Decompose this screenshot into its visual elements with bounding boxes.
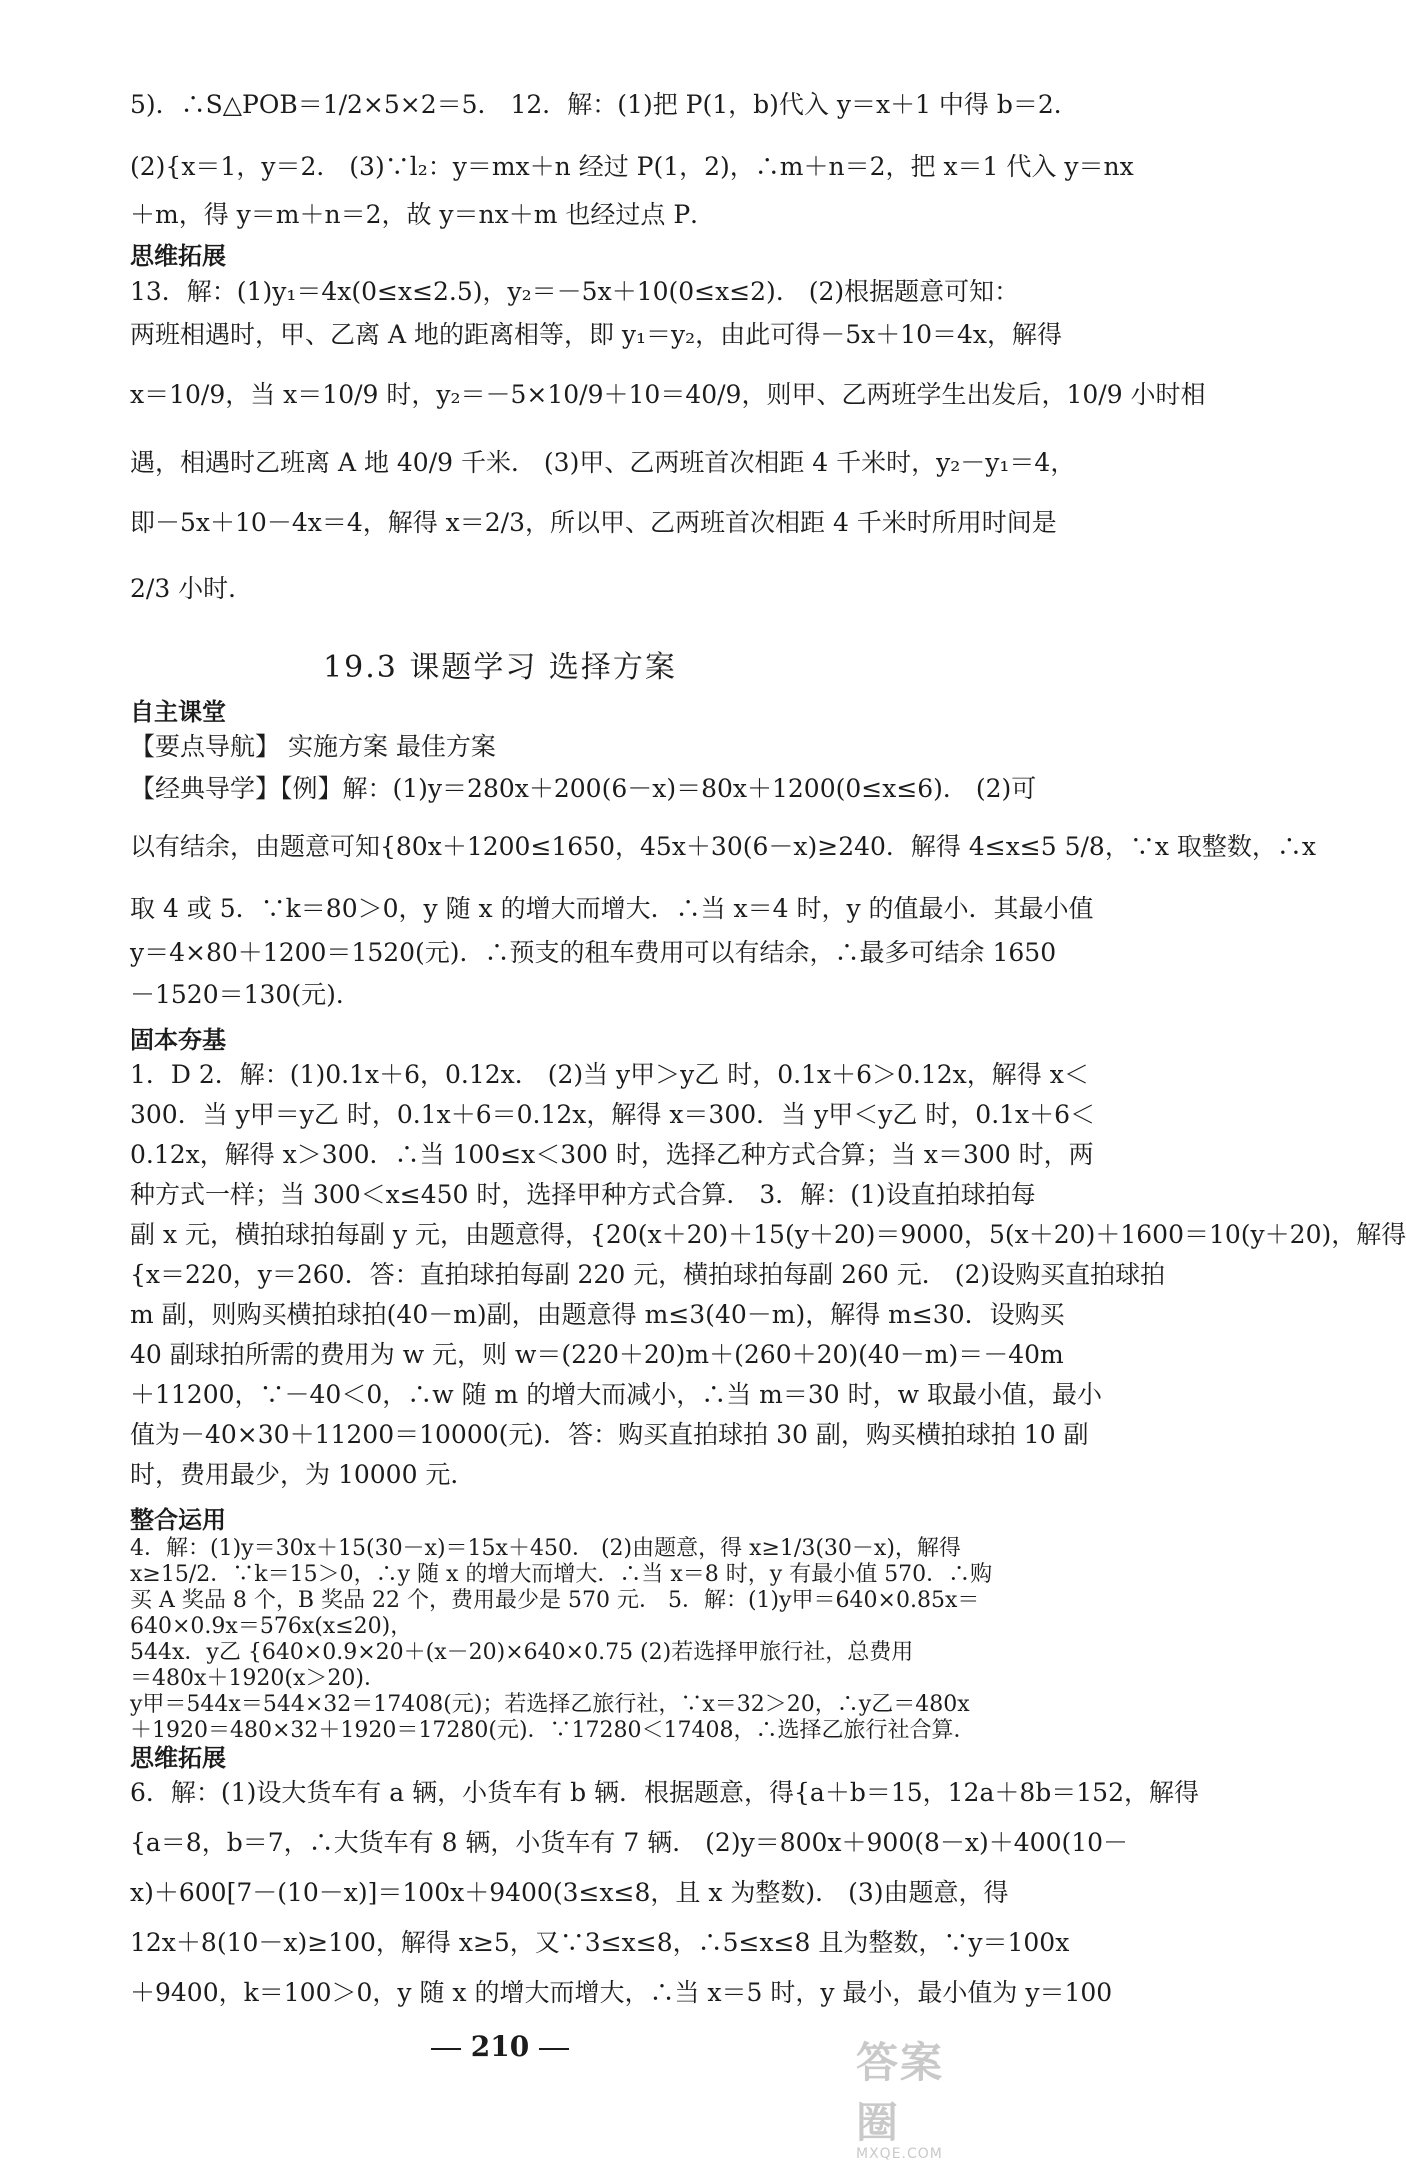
text-line: x≥15/2．∵k＝15＞0，∴y 随 x 的增大而增大．∴当 x＝8 时，y 有最小值 570．∴购 xyxy=(130,1562,993,1587)
text-line: 300．当 y甲＝y乙 时，0.1x＋6＝0.12x，解得 x＝300．当 y甲＜y乙 时，0.1x＋6＜ xyxy=(130,1100,1096,1129)
heading-siwei-tuozhan: 思维拓展 xyxy=(130,242,226,270)
text-line: 40 副球拍所需的费用为 w 元，则 w＝(220＋20)m＋(260＋20)(40－m)＝－40m xyxy=(130,1340,1064,1369)
text-line: 买 A 奖品 8 个，B 奖品 22 个，费用最少是 570 元． 5．解：(1)y甲＝640×0.85x＝ xyxy=(130,1588,980,1613)
heading-zhenghe-yunyong: 整合运用 xyxy=(130,1506,226,1534)
text-line: y＝4×80＋1200＝1520(元)．∴预支的租车费用可以有结余，∴最多可结余 1650 xyxy=(130,938,1057,967)
text-line: 【要点导航】 实施方案 最佳方案 xyxy=(130,732,496,761)
watermark-mark: 答案圈 xyxy=(856,2038,945,2147)
text-line: 1．D 2．解：(1)0.1x＋6，0.12x． (2)当 y甲＞y乙 时，0.1x＋6＞0.12x，解得 x＜ xyxy=(130,1060,1089,1089)
text-line: －1520＝130(元)． xyxy=(130,980,361,1009)
text-line: 时，费用最少，为 10000 元． xyxy=(130,1460,476,1489)
text-line: 取 4 或 5．∵k＝80＞0，y 随 x 的增大而增大．∴当 x＝4 时，y 的值最小．其最小值 xyxy=(130,894,1094,923)
page-number xyxy=(0,2030,1000,2063)
watermark-url: MXQE.COM xyxy=(856,2146,943,2162)
text-line: 遇，相遇时乙班离 A 地 40/9 千米． (3)甲、乙两班首次相距 4 千米时，y₂－y₁＝4， xyxy=(130,448,1076,477)
text-line: 5)．∴S△POB＝1/2×5×2＝5． 12．解：(1)把 P(1，b)代入 y＝x＋1 中得 b＝2． xyxy=(130,90,1079,119)
text-line: 即－5x＋10－4x＝4，解得 x＝2/3，所以甲、乙两班首次相距 4 千米时所用时间是 xyxy=(130,508,1057,537)
text-line: 12x＋8(10－x)≥100，解得 x≥5，又∵3≤x≤8，∴5≤x≤8 且为整数，∵y＝100x xyxy=(130,1928,1070,1957)
page-number-rule-right xyxy=(539,2048,569,2050)
text-line: 种方式一样；当 300＜x≤450 时，选择甲种方式合算． 3．解：(1)设直拍球拍每 xyxy=(130,1180,1036,1209)
text-line: x＝10/9，当 x＝10/9 时，y₂＝－5×10/9＋10＝40/9，则甲、乙两班学生出发后，10/9 小时相 xyxy=(130,380,1206,409)
text-line: m 副，则购买横拍球拍(40－m)副，由题意得 m≤3(40－m)，解得 m≤30．设购买 xyxy=(130,1300,1065,1329)
text-line: 2/3 小时． xyxy=(130,574,254,603)
page-number-rule-left xyxy=(431,2048,461,2050)
text-line: 544x．y乙 {640×0.9×20＋(x－20)×640×0.75 (2)若选择甲旅行社，总费用 xyxy=(130,1640,914,1665)
page-number-text: 210 xyxy=(470,2030,530,2063)
text-line: 640×0.9x＝576x(x≤20)， xyxy=(130,1614,413,1639)
text-line: 【经典导学】【例】解：(1)y＝280x＋200(6－x)＝80x＋1200(0≤x≤6)． (2)可 xyxy=(130,774,1037,803)
watermark-logo xyxy=(856,2030,986,2162)
heading-guben-hangji: 固本夯基 xyxy=(130,1026,226,1054)
text-line: ＋1920＝480×32＋1920＝17280(元)．∵17280＜17408，∴选择乙旅行社合算． xyxy=(130,1718,976,1743)
text-line: 两班相遇时，甲、乙离 A 地的距离相等，即 y₁＝y₂，由此可得－5x＋10＝4x，解得 xyxy=(130,320,1063,349)
text-line: 值为－40×30＋11200＝10000(元)．答：购买直拍球拍 30 副，购买横拍球拍 10 副 xyxy=(130,1420,1089,1449)
section-title: 19.3 课题学习 选择方案 xyxy=(323,650,677,685)
text-line: 以有结余，由题意可知{80x＋1200≤1650，45x＋30(6－x)≥240．解得 4≤x≤5 5/8，∵x 取整数，∴x xyxy=(130,832,1316,861)
text-line: 13．解：(1)y₁＝4x(0≤x≤2.5)，y₂＝－5x＋10(0≤x≤2)． (2)根据题意可知： xyxy=(130,277,1020,306)
text-line: 6．解：(1)设大货车有 a 辆，小货车有 b 辆．根据题意，得{a＋b＝15，12a＋8b＝152，解得 xyxy=(130,1778,1199,1807)
heading-zizhu-ketang: 自主课堂 xyxy=(130,698,226,726)
text-line: ＋m，得 y＝m＋n＝2，故 y＝nx＋m 也经过点 P． xyxy=(130,200,716,229)
text-line: y甲＝544x＝544×32＝17408(元)；若选择乙旅行社，∵x＝32＞20，∴y乙＝480x xyxy=(130,1692,970,1717)
text-line: ＋9400，k＝100＞0，y 随 x 的增大而增大，∴当 x＝5 时，y 最小，最小值为 y＝100 xyxy=(130,1978,1113,2007)
text-line: ＋11200，∵－40＜0，∴w 随 m 的增大而减小，∴当 m＝30 时，w 取最小值，最小 xyxy=(130,1380,1102,1409)
text-line: 4．解：(1)y＝30x＋15(30－x)＝15x＋450． (2)由题意，得 x≥1/3(30－x)，解得 xyxy=(130,1536,961,1561)
text-line: ＝480x＋1920(x＞20)． xyxy=(130,1666,386,1691)
text-line: {x＝220，y＝260．答：直拍球拍每副 220 元，横拍球拍每副 260 元． (2)设购买直拍球拍 xyxy=(130,1260,1166,1289)
text-line: x)＋600[7－(10－x)]＝100x＋9400(3≤x≤8，且 x 为整数)． (3)由题意，得 xyxy=(130,1878,1009,1907)
text-line: {a＝8，b＝7，∴大货车有 8 辆，小货车有 7 辆． (2)y＝800x＋900(8－x)＋400(10－ xyxy=(130,1828,1129,1857)
text-line: 副 x 元，横拍球拍每副 y 元，由题意得，{20(x＋20)＋15(y＋20)＝9000，5(x＋20)＋1600＝10(y＋20)，解得 xyxy=(130,1220,1406,1249)
heading-siwei-tuozhan-2: 思维拓展 xyxy=(130,1744,226,1772)
text-line: 0.12x，解得 x＞300．∴当 100≤x＜300 时，选择乙种方式合算；当 x＝300 时，两 xyxy=(130,1140,1094,1169)
text-line: (2){x＝1，y＝2． (3)∵l₂：y＝mx＋n 经过 P(1，2)，∴m＋n＝2，把 x＝1 代入 y＝nx xyxy=(130,152,1134,181)
